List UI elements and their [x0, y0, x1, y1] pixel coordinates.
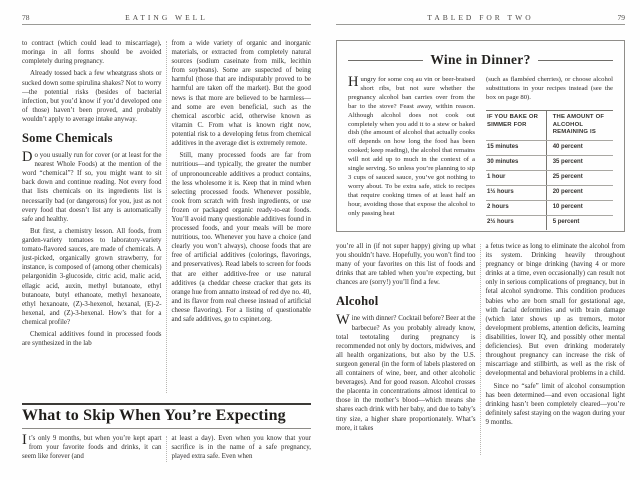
- drop-cap: I: [22, 431, 27, 448]
- left-column-1: [22, 39, 162, 395]
- table-cell-amount: 25 percent: [546, 171, 613, 185]
- alcohol-table: [486, 110, 613, 230]
- running-header-right: [336, 13, 625, 25]
- skip-section: [22, 403, 311, 464]
- table-cell-amount: 10 percent: [546, 201, 613, 215]
- paragraph: from a wide variety of organic and inorganic materials, or extracted from completely natural sources (sodium caseinate from milk, lecithin from soybeans). Some are suspected of being harmful (those that are indisputably proved to be harmful are taken off the market). But the good news is that more are believed to be harmless—and some are even beneficial, such as the chemical ascorbic acid, otherwise known as vitamin C. From what is known right now, potential risk to a developing fetus from chemical additives in the average diet is extremely remote.: [171, 40, 311, 148]
- table-cell-time: 2 hours: [487, 204, 509, 211]
- table-cell-amount: 5 percent: [546, 216, 613, 230]
- table-cell-time: 2½ hours: [487, 219, 514, 226]
- box-column-2: [486, 76, 613, 230]
- table-row: [486, 171, 613, 186]
- paragraph-text: o you usually run for cover (or at least for the nearest Whole Foods) at the mention of the word “chemical”? If so, you might want to sit back down and continue reading. Not every food that lists chemicals on its ingredients list is necessarily bad (or dangerous) for you, just as not every food that doesn’t list any is automatically safe and healthy.: [22, 152, 162, 223]
- paragraph: Already tossed back a few wheatgrass shots or sucked down some spirulina shakes? Not to worry—the potential risks (besides of bacterial infection, but you’d know if you’d developed one of those) haven’t been proved, and probably wouldn’t apply to average intake anyway.: [22, 70, 162, 123]
- paragraph: [336, 314, 476, 432]
- page-79: [320, 0, 640, 480]
- box-columns: [348, 76, 613, 230]
- table-cell-amount: 20 percent: [546, 186, 613, 200]
- table-row: [486, 156, 613, 171]
- column-gap: [480, 76, 481, 230]
- column-divider: [166, 41, 167, 393]
- paragraph: to contract (which could lead to miscarriage), moringa in all forms should be avoided completely during pregnancy.: [22, 40, 162, 66]
- table-cell-amount: 40 percent: [546, 141, 613, 155]
- drop-cap: W: [336, 312, 350, 329]
- table-cell-time: 1½ hours: [487, 189, 514, 196]
- table-header-cell: THE AMOUNT OF ALCOHOL REMAINING IS: [546, 111, 613, 140]
- title-rule-right: [538, 60, 613, 61]
- table-cell-time: 15 minutes: [487, 144, 519, 151]
- section-heading-some-chemicals: Some Chemicals: [22, 131, 113, 146]
- running-head-title: TABLED FOR TWO: [427, 13, 534, 22]
- table-cell-time: 1 hour: [487, 174, 506, 181]
- title-rule-left: [348, 60, 423, 61]
- paragraph: Since no “safe” limit of alcohol consumption has been determined—and even occasional light drinking hasn’t been completely cleared—you’re definitely safest staying on the wagon during your 9 months.: [485, 382, 625, 426]
- left-column-2: [172, 39, 312, 395]
- skip-column-2: [172, 434, 312, 464]
- running-header-left: [22, 13, 311, 25]
- page-number: 79: [617, 13, 625, 22]
- paragraph: you’re all in (if not super happy) giving up what you shouldn’t have. Hopefully, you won’t find too many of your favorites on this list of foods and drinks that are tabled when you’re expecting, but chances are (sorry!) you’ll find a few.: [336, 243, 476, 287]
- wine-in-dinner-box: [336, 40, 625, 232]
- box-title: Wine in Dinner?: [430, 52, 531, 67]
- box-title-row: [348, 52, 613, 68]
- page-number: 78: [22, 13, 30, 22]
- paragraph-text: ine with dinner? Cocktail before? Beer at the barbecue? As you probably already know, total teetotaling during pregnancy is recommended not only by doctors, midwives, and all health organizations, but also by the U.S. surgeon general (in the form of labels plastered on all containers of wine, beer, and other alcoholic beverages). And for good reason. Alcohol crosses the placenta in concentrations almost identical to those in the mother’s blood—which means she shares each drink with her baby, and due to baby’s tiny size, a higher share proportionately. What’s more, it takes: [336, 315, 476, 432]
- column-divider: [480, 244, 481, 455]
- skip-section-columns: [22, 431, 311, 464]
- table-header-cell: IF YOU BAKE OR SIMMER FOR: [487, 114, 539, 128]
- thin-rule: [22, 428, 311, 429]
- box-column-1: [348, 76, 475, 230]
- paragraph-text: ungry for some coq au vin or beer-braised short ribs, but not sure whether the pregnancy alcohol ban carries over from the bar to the stove? Feast away, within reason. Although alcohol does not cook out completely when you add it to a stew or baked dish (the amount of alcohol that actually cooks off depends on how long the food has been cooked; keep reading), the alcohol that remains will not add up to much in the context of a single serving. So unless you’re planning to sip 3 cups of sauced sauce, you’ve got nothing to worry about. To be extra safe, stick to recipes that require cooking times of at least half an hour, avoiding those that expose the alcohol to only passing heat: [348, 76, 475, 217]
- paragraph: at least a day). Even when you know that your sacrifice is in the name of a safe pregnancy, played extra safe. Even when: [171, 434, 311, 460]
- paragraph: (such as flambéed cherries), or choose alcohol substitutions in your recipes instead (see the box on page 80).: [486, 76, 613, 101]
- skip-column-1: [22, 431, 162, 464]
- paragraph-text: t’s only 9 months, but when you’re kept apart from your favorite foods and drinks, it can seem like forever (and: [22, 434, 162, 460]
- table-row: [486, 141, 613, 156]
- right-page-body: [336, 242, 625, 457]
- drop-cap: D: [22, 149, 33, 166]
- right-column-2: [486, 242, 626, 457]
- table-row: [486, 201, 613, 216]
- paragraph: Still, many processed foods are far from nutritious—and typically, the greater the number of unpronounceable additives a product contains, the less wholesome it is. Keep that in mind when selecting processed foods. Whenever possible, cook from scratch with fresh ingredients, or use frozen or packaged organic ready-to-eat foods. You’ll avoid many questionable additives found in processed foods, and your meals will be more nutritious, too. Whenever you have a choice (and clearly you won’t always), choose foods that are free of artificial additives (colorings, flavorings, and preservatives). Read labels to screen for foods that are either additive-free or use natural additives (a cheddar cheese cracker that gets its orange hue from annatto instead of red dye no. 40, and its flavor from real cheese instead of artificial cheese flavoring). For a listing of questionable and safe additives, go to cspinet.org.: [171, 152, 311, 323]
- table-cell-time: 30 minutes: [487, 159, 519, 166]
- section-heading-alcohol: Alcohol: [336, 294, 379, 309]
- left-page-body: [22, 39, 311, 395]
- paragraph: But first, a chemistry lesson. All foods, from garden-variety tomatoes to laboratory-variety tomato-flavored sauces, are made of chemicals. A just-picked, organically grown strawberry, for instance, is composed of (among other chemicals) pelargonidin 3-glucoside, citric acid, malic acid, ellagic acid, auxin, methyl butanoate, ethyl butanoate, butyl ethanoate, methyl hexanoate, ethyl hexanoate, (Z)-3-hexenol, hexanal, (E)-2-hexenal, and (Z)-3-hexenal. How’s that for a chemical profile?: [22, 227, 162, 326]
- table-row: [486, 186, 613, 201]
- running-head-title: EATING WELL: [125, 13, 208, 22]
- table-cell-amount: 35 percent: [546, 156, 613, 170]
- right-column-1: [336, 242, 476, 457]
- skip-section-title: What to Skip When You’re Expecting: [22, 406, 286, 424]
- paragraph: [348, 76, 475, 219]
- paragraph: Chemical additives found in processed foods are synthesized in the lab: [22, 331, 162, 348]
- table-header-row: [486, 111, 613, 141]
- column-divider: [166, 436, 167, 462]
- paragraph: [22, 151, 162, 224]
- paragraph: [22, 431, 162, 461]
- table-row: [486, 216, 613, 230]
- paragraph: a fetus twice as long to eliminate the alcohol from its system. Drinking heavily throughout pregnancy or binge drinking (having 4 or more drinks at a time, even occasionally) can result not only in serious complications of pregnancy, but in fetal alcohol syndrome. This condition produces babies who are born small for gestational age, with facial deformities and with brain damage (which later shows up as tremors, motor development problems, attention deficits, learning disabilities, lower IQ, and possibly other mental deficiencies). But even drinking moderately throughout pregnancy can increase the risk of miscarriage and stillbirth, as well as the risk of developmental and behavioral problems in a child.: [485, 243, 625, 378]
- thick-rule: [22, 403, 311, 405]
- drop-cap: H: [348, 74, 359, 90]
